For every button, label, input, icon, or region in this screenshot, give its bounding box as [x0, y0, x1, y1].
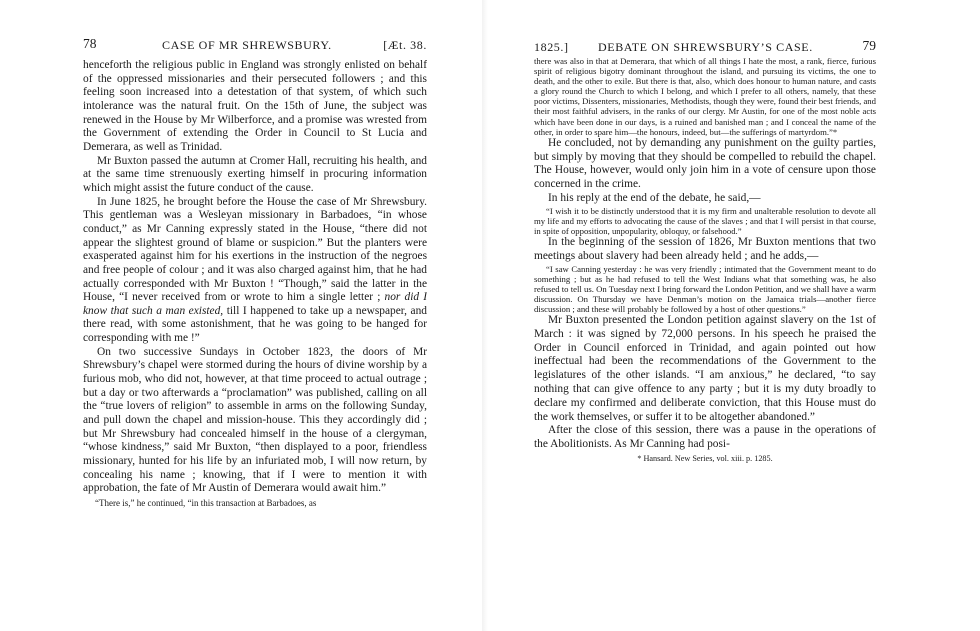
left-paragraph-3-italic: nor did I know that such a man existed,: [83, 291, 427, 317]
left-page-number: 78: [83, 36, 97, 51]
right-paragraph-3: In the beginning of the session of 1826, Mr Buxton mentions that two meetings about slavery had been already held ; and he adds,—: [534, 236, 876, 262]
right-running-title: DEBATE ON SHREWSBURY’S CASE.: [598, 40, 813, 54]
left-paragraph-4: On two successive Sundays in October 1823, the doors of Mr Shrewsbury’s chapel were stormed during the hours of divine worship by a furious mob, who did not, however, at that time proceed to actual outrage ; but a day or two afterwards a “proclamation” was published, calling on all the “true lovers of religion” to assemble in arms on the following Sunday, and pull down the chapel and mission-house. This they accordingly did ; but Mr Shrewsbury had concealed himself in the house of a clergyman, “whose kindness,” said Mr Buxton, “then displayed to a poor, friendless missionary, hunted for his life by an infuriated mob, I will now return, by concealing his name ; knowing, that if I were to mention it with approbation, the fate of Mr Austin of Demerara would await him.”: [83, 345, 427, 495]
left-body-text: [83, 59, 427, 509]
left-running-head: [83, 38, 427, 54]
book-gutter: [482, 0, 488, 631]
left-paragraph-2: Mr Buxton passed the autumn at Cromer Hall, recruiting his health, and at the same time strenuously exerting himself in procuring information which might assist the future conduct of the cause.: [83, 154, 427, 194]
left-paragraph-3-a: In June 1825, he brought before the House the case of Mr Shrewsbury. This gentleman was a Wesleyan missionary in Barbadoes, “in whose conduct,” as Mr Canning expressly stated in the House, “there did not appear the slightest ground of blame or suspicion.” But the planters were exasperated against him for his exertions in the instruction of the negroes and free people of colour ; and it was also charged against him, that he had actually corresponded with Mr Buxton ! “Though,” said the latter in the House, “I never received from or wrote to him a single letter ;: [83, 195, 427, 304]
right-footnote: * Hansard. New Series, vol. xiii. p. 1285.: [637, 454, 773, 464]
right-paragraph-2: In his reply at the end of the debate, he said,—: [548, 191, 761, 204]
right-running-head: [534, 40, 876, 56]
left-running-title: CASE OF MR SHREWSBURY.: [162, 38, 332, 52]
left-paragraph-3: [83, 196, 427, 346]
left-paragraph-3-b: till I happened to take up a newspaper, and there read, with some astonishment, that he was going to be hanged for corresponding with me !”: [83, 304, 427, 345]
right-page-number: 79: [862, 38, 876, 53]
right-paragraph-4: Mr Buxton presented the London petition against slavery on the 1st of March : it was signed by 72,000 persons. In his speech he praised the Order in Council enforced in Trinidad, and again pointed out how ineffectual had been the recommendations of the Government to the legislatures of the other islands. “I am anxious,” he declared, “to say nothing that can give offence to any party ; but it is my duty broadly to declare my confirmed and deliberate conviction, that this House must do the work themselves, or suffer it to be altogether abandoned.”: [534, 314, 876, 423]
left-paragraph-1: henceforth the religious public in England was strongly enlisted on behalf of the oppressed missionaries and their persecuted followers ; and this feeling soon increased into a detestation of that system, of which such intolerance was the natural fruit. On the 15th of June, the subject was renewed in the House by Mr Wilberforce, and a promise was wrested from the Government of extending the Order in Council to St Lucia and Demerara, as well as Trinidad.: [83, 59, 427, 153]
right-page: [490, 0, 980, 631]
right-paragraph-5: After the close of this session, there was a pause in the operations of the Abolitionists. As Mr Canning had posi-: [534, 424, 876, 451]
left-page: [0, 0, 480, 631]
right-quote-1: there was also in that at Demerara, that which of all things I hate the most, a rank, fierce, furious spirit of religious bigotry dominant throughout the island, and pursuing its victims, the one to death, and the other to exile. But there is that, also, which does honour to human nature, and casts a glory round the Church to which I belong, and which I prefer to all others, namely, that these poor victims, Dissenters, missionaries, Methodists, though they were, found their best friends, and their most faithful advisers, in the ranks of our clergy. Mr Austin, for one of the most noble acts which have been done in our days, is a ruined and banished man ; and I conceal the name of the other, in order to spare him—the honours, indeed, but—the sufferings of martyrdom.”*: [534, 56, 876, 137]
right-paragraph-1: He concluded, not by demanding any punishment on the guilty parties, but simply by moving that they should be compelled to rebuild the chapel. The House, however, would only join him in a vote of censure upon those concerned in the crime.: [534, 136, 876, 191]
left-running-year: [Æt. 38.: [383, 38, 427, 52]
right-quote-3: “I saw Canning yesterday : he was very friendly ; intimated that the Government meant to do something ; but as he had refused to tell the West Indians what that something was, he also refused to tell us. On Tuesday next I bring forward the London Petition, and we shall have a warm discussion. On Thursday we have Denman’s motion on the Jamaica trials—another fierce discussion ; and these will probably be followed by a host of other questions.”: [534, 263, 876, 314]
left-quote-start: “There is,” he continued, “in this transaction at Barbadoes, as: [95, 498, 317, 508]
right-quote-2: “I wish it to be distinctly understood that it is my firm and unalterable resolution to devote all my life and my efforts to advocating the cause of the slaves ; and that I will persist in that course, in spite of opposition, unpopularity, obloquy, or falsehood.”: [534, 205, 876, 236]
right-running-year: 1825.]: [534, 40, 569, 54]
right-body-text: [534, 56, 876, 464]
